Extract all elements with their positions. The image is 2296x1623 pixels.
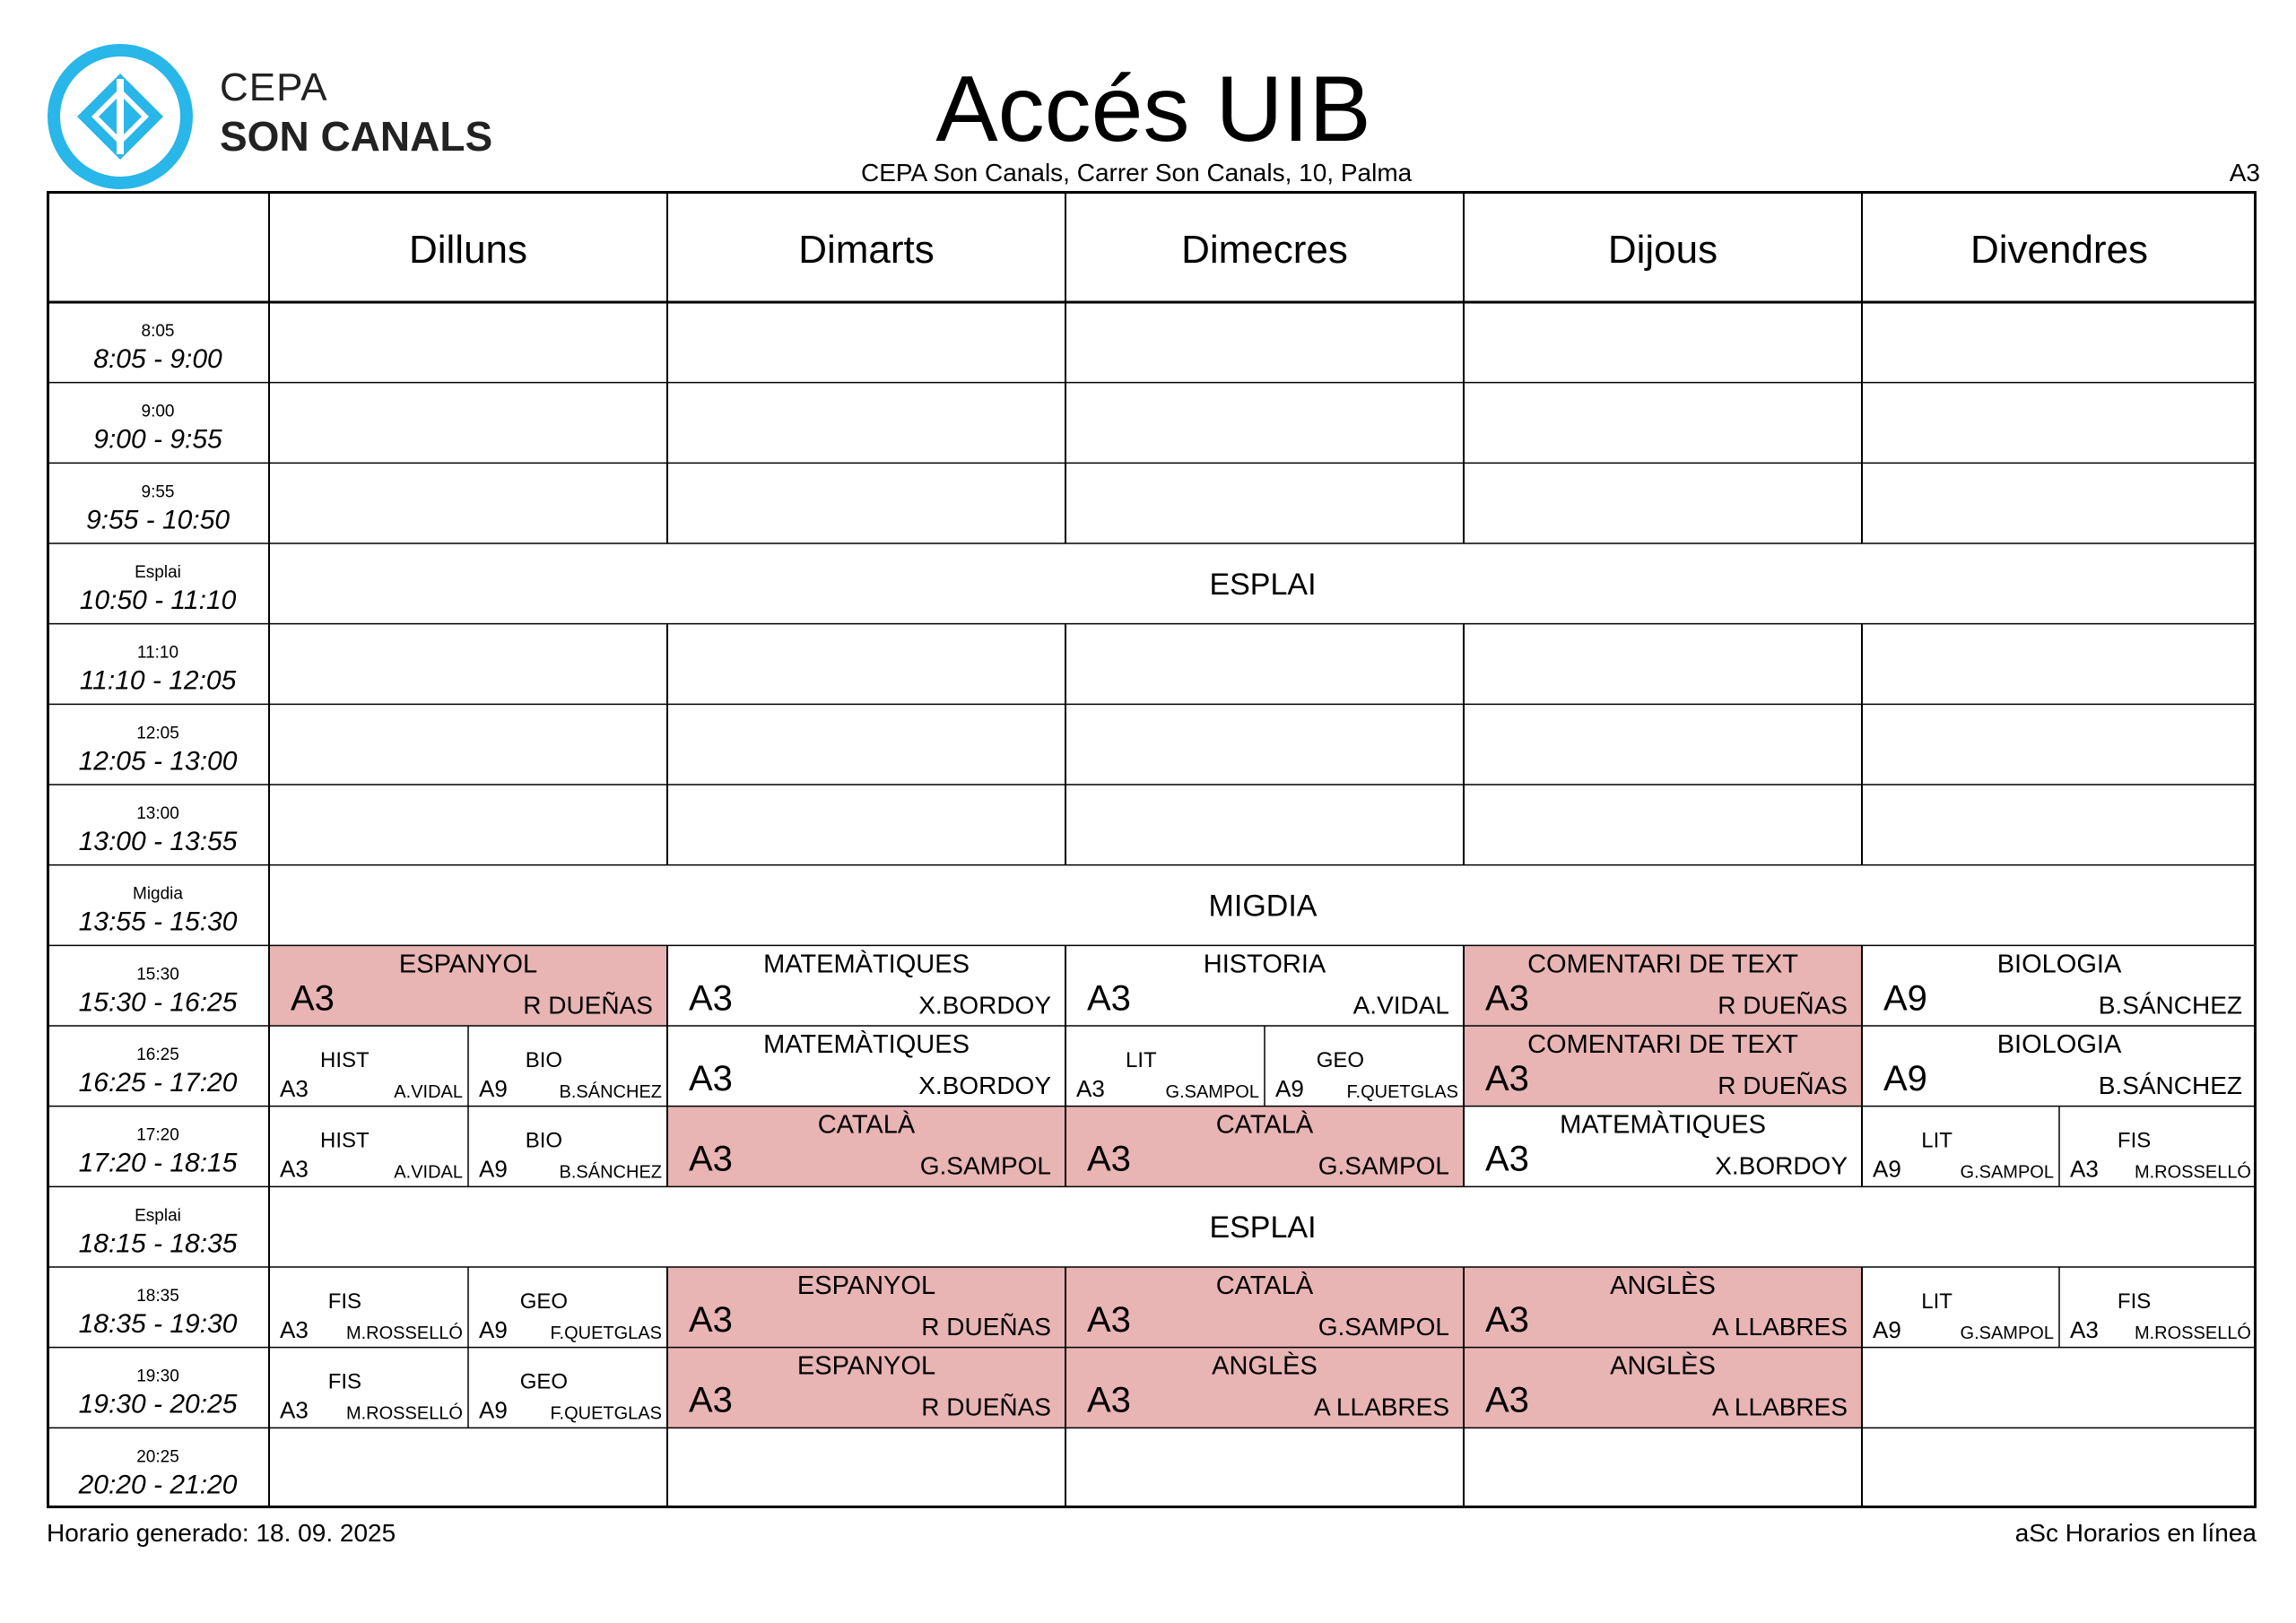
period-time: 13:00 - 13:55 — [78, 827, 238, 856]
break-label: ESPLAI — [1209, 567, 1317, 602]
lesson-room: A3 — [1485, 1300, 1529, 1340]
period-time: 19:30 - 20:25 — [78, 1389, 238, 1419]
lesson-subject: CATALÀ — [1215, 1110, 1314, 1140]
lesson-teacher: X.BORDOY — [1715, 1151, 1848, 1180]
lesson-subject: ESPANYOL — [796, 1351, 936, 1381]
split-teacher: G.SAMPOL — [1960, 1324, 2054, 1343]
period-label: 16:25 — [136, 1046, 179, 1064]
lesson-subject: ESPANYOL — [796, 1271, 936, 1300]
period-label: 12:05 — [136, 724, 179, 743]
split-subject: HIST — [320, 1048, 370, 1072]
split-room: A9 — [479, 1396, 508, 1424]
period-time: 13:55 - 15:30 — [78, 907, 238, 937]
break-label: ESPLAI — [1209, 1211, 1317, 1245]
split-room: A9 — [1275, 1075, 1304, 1102]
period-time: 11:10 - 12:05 — [79, 665, 237, 696]
split-subject: GEO — [519, 1369, 569, 1394]
page-title: Accés UIB — [935, 57, 1371, 161]
software-credit: aSc Horarios en línea — [2014, 1519, 2257, 1547]
split-room: A9 — [479, 1155, 508, 1183]
room-code: A3 — [2229, 159, 2260, 187]
period-time: 9:55 - 10:50 — [85, 505, 230, 535]
period-time: 18:35 - 19:30 — [78, 1309, 238, 1339]
period-time: 12:05 - 13:00 — [78, 746, 238, 777]
split-subject: LIT — [1126, 1048, 1157, 1072]
lesson-teacher: A LLABRES — [1712, 1313, 1848, 1341]
period-time: 20:20 - 21:20 — [78, 1470, 238, 1500]
lesson-subject: ANGLÈS — [1610, 1271, 1716, 1300]
lesson-room: A3 — [1087, 978, 1131, 1019]
period-label: 19:30 — [136, 1367, 179, 1386]
split-subject: GEO — [1316, 1048, 1365, 1072]
lesson-subject: ANGLÈS — [1212, 1351, 1318, 1381]
lesson-room: A3 — [689, 1380, 733, 1420]
lesson-teacher: G.SAMPOL — [1318, 1313, 1449, 1341]
period-label: 11:10 — [136, 643, 179, 663]
lesson-subject: COMENTARI DE TEXT — [1527, 1030, 1798, 1059]
lesson-teacher: X.BORDOY — [918, 1072, 1051, 1099]
split-subject: BIO — [525, 1048, 563, 1072]
split-teacher: F.QUETGLAS — [1346, 1082, 1458, 1102]
period-time: 9:00 - 9:55 — [93, 424, 222, 455]
split-subject: HIST — [320, 1128, 370, 1153]
split-teacher: B.SÁNCHEZ — [559, 1162, 662, 1183]
day-header: Dijous — [1607, 228, 1718, 272]
lesson-room: A3 — [689, 1300, 733, 1340]
lesson-room: A3 — [689, 1139, 733, 1179]
lesson-subject: BIOLOGIA — [1996, 950, 2122, 979]
lesson-teacher: A LLABRES — [1314, 1393, 1449, 1421]
period-label: Migdia — [133, 884, 183, 904]
split-subject: FIS — [327, 1289, 362, 1314]
lesson-teacher: B.SÁNCHEZ — [2098, 991, 2242, 1020]
split-room: A3 — [1076, 1075, 1105, 1102]
split-room: A3 — [2070, 1155, 2099, 1183]
split-teacher: F.QUETGLAS — [550, 1403, 662, 1424]
split-subject: LIT — [1921, 1289, 1952, 1314]
lesson-subject: CATALÀ — [1215, 1271, 1314, 1300]
school-address: CEPA Son Canals, Carrer Son Canals, 10, Palma — [861, 159, 1413, 187]
period-time: 18:15 - 18:35 — [78, 1228, 238, 1259]
split-teacher: B.SÁNCHEZ — [559, 1082, 662, 1102]
lesson-teacher: R DUEÑAS — [1718, 1072, 1848, 1099]
split-room: A9 — [1873, 1316, 1901, 1343]
split-room: A9 — [1873, 1155, 1901, 1183]
split-subject: LIT — [1921, 1128, 1952, 1153]
period-label: 8:05 — [141, 322, 175, 341]
lesson-room: A3 — [1485, 1380, 1529, 1420]
period-label: 20:25 — [136, 1447, 179, 1467]
period-label: Esplai — [135, 1206, 181, 1226]
period-time: 16:25 - 17:20 — [78, 1068, 238, 1098]
split-subject: FIS — [327, 1369, 362, 1394]
lesson-teacher: A LLABRES — [1712, 1393, 1848, 1421]
lesson-subject: CATALÀ — [817, 1110, 916, 1140]
split-room: A3 — [280, 1396, 309, 1424]
split-room: A9 — [479, 1316, 508, 1343]
brand-line-1: CEPA — [220, 65, 328, 109]
break-label: MIGDIA — [1208, 889, 1318, 924]
lesson-teacher: G.SAMPOL — [919, 1151, 1051, 1180]
lesson-subject: ANGLÈS — [1610, 1351, 1716, 1381]
period-label: 15:30 — [136, 965, 179, 985]
split-teacher: A.VIDAL — [394, 1082, 463, 1102]
split-room: A3 — [280, 1316, 309, 1343]
day-header: Divendres — [1970, 228, 2149, 272]
lesson-subject: MATEMÀTIQUES — [763, 1030, 970, 1059]
period-time: 15:30 - 16:25 — [78, 987, 238, 1018]
split-room: A3 — [2070, 1316, 2099, 1343]
split-teacher: M.ROSSELLÓ — [345, 1324, 463, 1343]
split-room: A9 — [479, 1075, 508, 1102]
period-label: 9:55 — [141, 482, 175, 502]
split-teacher: M.ROSSELLÓ — [345, 1403, 463, 1424]
split-room: A3 — [280, 1075, 309, 1102]
lesson-room: A3 — [1485, 1139, 1529, 1179]
lesson-room: A9 — [1883, 1059, 1927, 1098]
brand-line-2: SON CANALS — [220, 113, 493, 160]
split-room: A3 — [280, 1155, 309, 1183]
lesson-subject: HISTORIA — [1203, 950, 1326, 979]
lesson-teacher: A.VIDAL — [1352, 991, 1449, 1020]
split-teacher: M.ROSSELLÓ — [2134, 1324, 2251, 1343]
lesson-subject: MATEMÀTIQUES — [1560, 1110, 1766, 1140]
lesson-teacher: R DUEÑAS — [921, 1393, 1051, 1421]
lesson-subject: MATEMÀTIQUES — [763, 950, 970, 979]
day-header: Dimarts — [798, 228, 935, 272]
split-subject: BIO — [525, 1128, 563, 1153]
period-label: Esplai — [135, 563, 181, 582]
lesson-room: A3 — [1087, 1300, 1131, 1340]
period-time: 8:05 - 9:00 — [93, 344, 222, 374]
period-label: 9:00 — [141, 402, 175, 421]
lesson-teacher: R DUEÑAS — [1718, 991, 1848, 1020]
split-teacher: M.ROSSELLÓ — [2134, 1162, 2251, 1183]
lesson-teacher: G.SAMPOL — [1318, 1151, 1449, 1180]
lesson-teacher: R DUEÑAS — [921, 1313, 1051, 1341]
lesson-room: A3 — [689, 1059, 733, 1098]
split-teacher: F.QUETGLAS — [550, 1324, 662, 1343]
lesson-room: A3 — [1087, 1139, 1131, 1179]
split-teacher: G.SAMPOL — [1960, 1162, 2054, 1183]
period-label: 18:35 — [136, 1287, 179, 1306]
lesson-room: A3 — [291, 978, 335, 1019]
split-teacher: G.SAMPOL — [1165, 1082, 1259, 1102]
day-header: Dilluns — [408, 228, 528, 272]
split-teacher: A.VIDAL — [394, 1162, 463, 1183]
period-time: 17:20 - 18:15 — [78, 1148, 238, 1178]
lesson-room: A3 — [1485, 1059, 1529, 1098]
lesson-room: A3 — [1485, 978, 1529, 1019]
lesson-subject: ESPANYOL — [398, 950, 538, 979]
generated-date: Horario generado: 18. 09. 2025 — [47, 1519, 396, 1547]
lesson-teacher: B.SÁNCHEZ — [2098, 1072, 2242, 1099]
lesson-subject: BIOLOGIA — [1996, 1030, 2122, 1059]
period-time: 10:50 - 11:10 — [79, 586, 237, 615]
lesson-teacher: R DUEÑAS — [523, 991, 653, 1020]
lesson-room: A3 — [689, 978, 733, 1019]
day-header: Dimecres — [1181, 228, 1348, 272]
lesson-room: A3 — [1087, 1380, 1131, 1420]
lesson-teacher: X.BORDOY — [918, 991, 1051, 1020]
period-label: 17:20 — [136, 1125, 179, 1145]
split-subject: GEO — [519, 1289, 569, 1314]
split-subject: FIS — [2117, 1128, 2152, 1153]
split-subject: FIS — [2117, 1289, 2152, 1314]
lesson-room: A9 — [1883, 978, 1927, 1019]
period-label: 13:00 — [136, 804, 179, 823]
lesson-subject: COMENTARI DE TEXT — [1527, 950, 1798, 979]
timetable-grid — [47, 191, 2257, 1508]
